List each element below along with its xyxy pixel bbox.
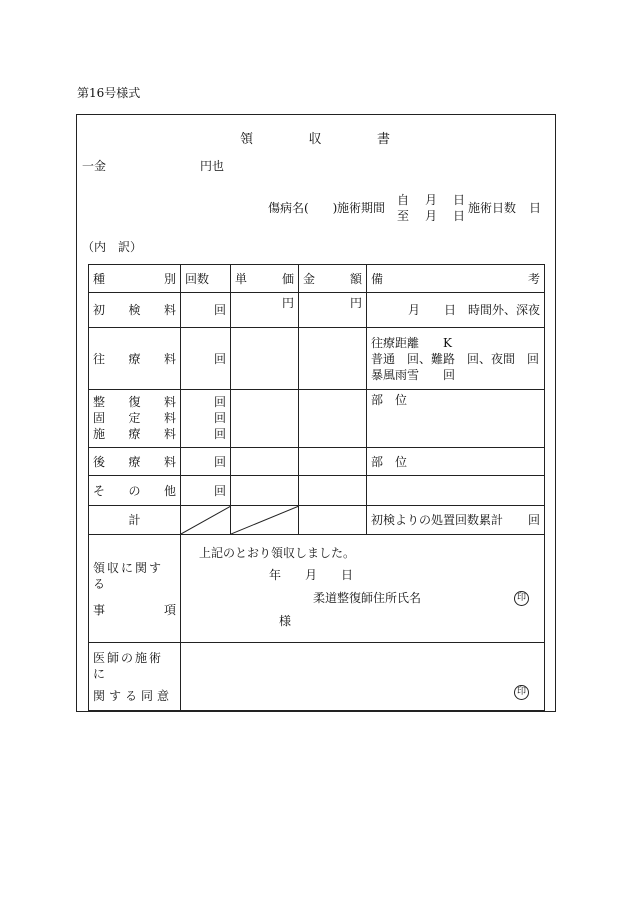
col-type: 種 別: [89, 265, 181, 293]
after-count: 回: [181, 448, 231, 476]
seal-icon: 印: [514, 591, 529, 606]
period-label: 施術期間: [337, 201, 386, 215]
consent-label: 医師の施術に 関する同意: [89, 643, 181, 711]
treatment-note: 部 位: [367, 390, 545, 448]
practitioner-label: 柔道整復師住所氏名: [313, 591, 422, 605]
initial-label: 初 検 料: [89, 293, 181, 328]
visit-unit-price: [231, 328, 299, 390]
receipt-title: [240, 128, 390, 147]
title-char: 書: [376, 132, 390, 147]
days-unit: 日: [529, 201, 542, 215]
treatment-unit-price: [231, 390, 299, 448]
other-amount: [299, 476, 367, 506]
initial-amount: 円: [299, 293, 367, 328]
treatment-counts: 回 回 回: [181, 390, 231, 448]
period-to: 至 月 日: [397, 209, 468, 223]
after-label: 後 療 料: [89, 448, 181, 476]
breakdown-label: （内 訳）: [82, 240, 143, 254]
breakdown-table: [88, 264, 545, 711]
col-unit-price: 単 価: [231, 265, 299, 293]
total-unit-price-slash: [231, 506, 299, 535]
total-note: 初検よりの処置回数累計 回: [367, 506, 545, 535]
total-label: 計: [89, 506, 181, 535]
recipient-label: 様: [279, 614, 292, 628]
col-notes: 備 考: [367, 265, 545, 293]
table-row-visit: [89, 328, 545, 390]
table-row-other: [89, 476, 545, 506]
table-row-total: [89, 506, 545, 535]
visit-amount: [299, 328, 367, 390]
after-amount: [299, 448, 367, 476]
col-count: 回数: [181, 265, 231, 293]
other-note: [367, 476, 545, 506]
days-label: 施術日数: [468, 201, 517, 215]
initial-note: 月 日 時間外、深夜: [367, 293, 545, 328]
visit-label: 往 療 料: [89, 328, 181, 390]
receipt-label: 領収に関する 事 項: [89, 535, 181, 643]
after-unit-price: [231, 448, 299, 476]
treatment-amount: [299, 390, 367, 448]
total-amount: [299, 506, 367, 535]
table-row-consent: [89, 643, 545, 711]
visit-notes: 往療距離 K 普通 回、難路 回、夜間 回 暴風雨雪 回: [367, 328, 545, 390]
receipt-date: 年 月 日: [269, 568, 354, 582]
amount-suffix: 円也: [200, 159, 225, 173]
form-number: 第16号様式: [77, 86, 141, 100]
consent-content: [181, 643, 545, 711]
visit-count: 回: [181, 328, 231, 390]
title-char: 収: [308, 132, 322, 147]
period-from: 自 月 日: [397, 193, 468, 207]
treatment-labels: 整 復 料 固 定 料 施 療 料: [89, 390, 181, 448]
after-note: 部 位: [367, 448, 545, 476]
table-row-treatment: [89, 390, 545, 448]
disease-label: 傷病名( ): [268, 201, 338, 215]
table-row-initial: [89, 293, 545, 328]
other-unit-price: [231, 476, 299, 506]
receipt-content: [181, 535, 545, 643]
initial-unit-price: 円: [231, 293, 299, 328]
other-label: そ の 他: [89, 476, 181, 506]
amount-prefix: 一金: [82, 159, 107, 173]
total-count-slash: [181, 506, 231, 535]
initial-count: 回: [181, 293, 231, 328]
col-amount: 金 額: [299, 265, 367, 293]
title-char: 領: [240, 132, 254, 147]
other-count: 回: [181, 476, 231, 506]
receipt-statement: 上記のとおり領収しました。: [199, 546, 356, 560]
table-row-after: [89, 448, 545, 476]
table-row-receipt: [89, 535, 545, 643]
seal-icon: 印: [514, 685, 529, 700]
table-header-row: [89, 265, 545, 293]
